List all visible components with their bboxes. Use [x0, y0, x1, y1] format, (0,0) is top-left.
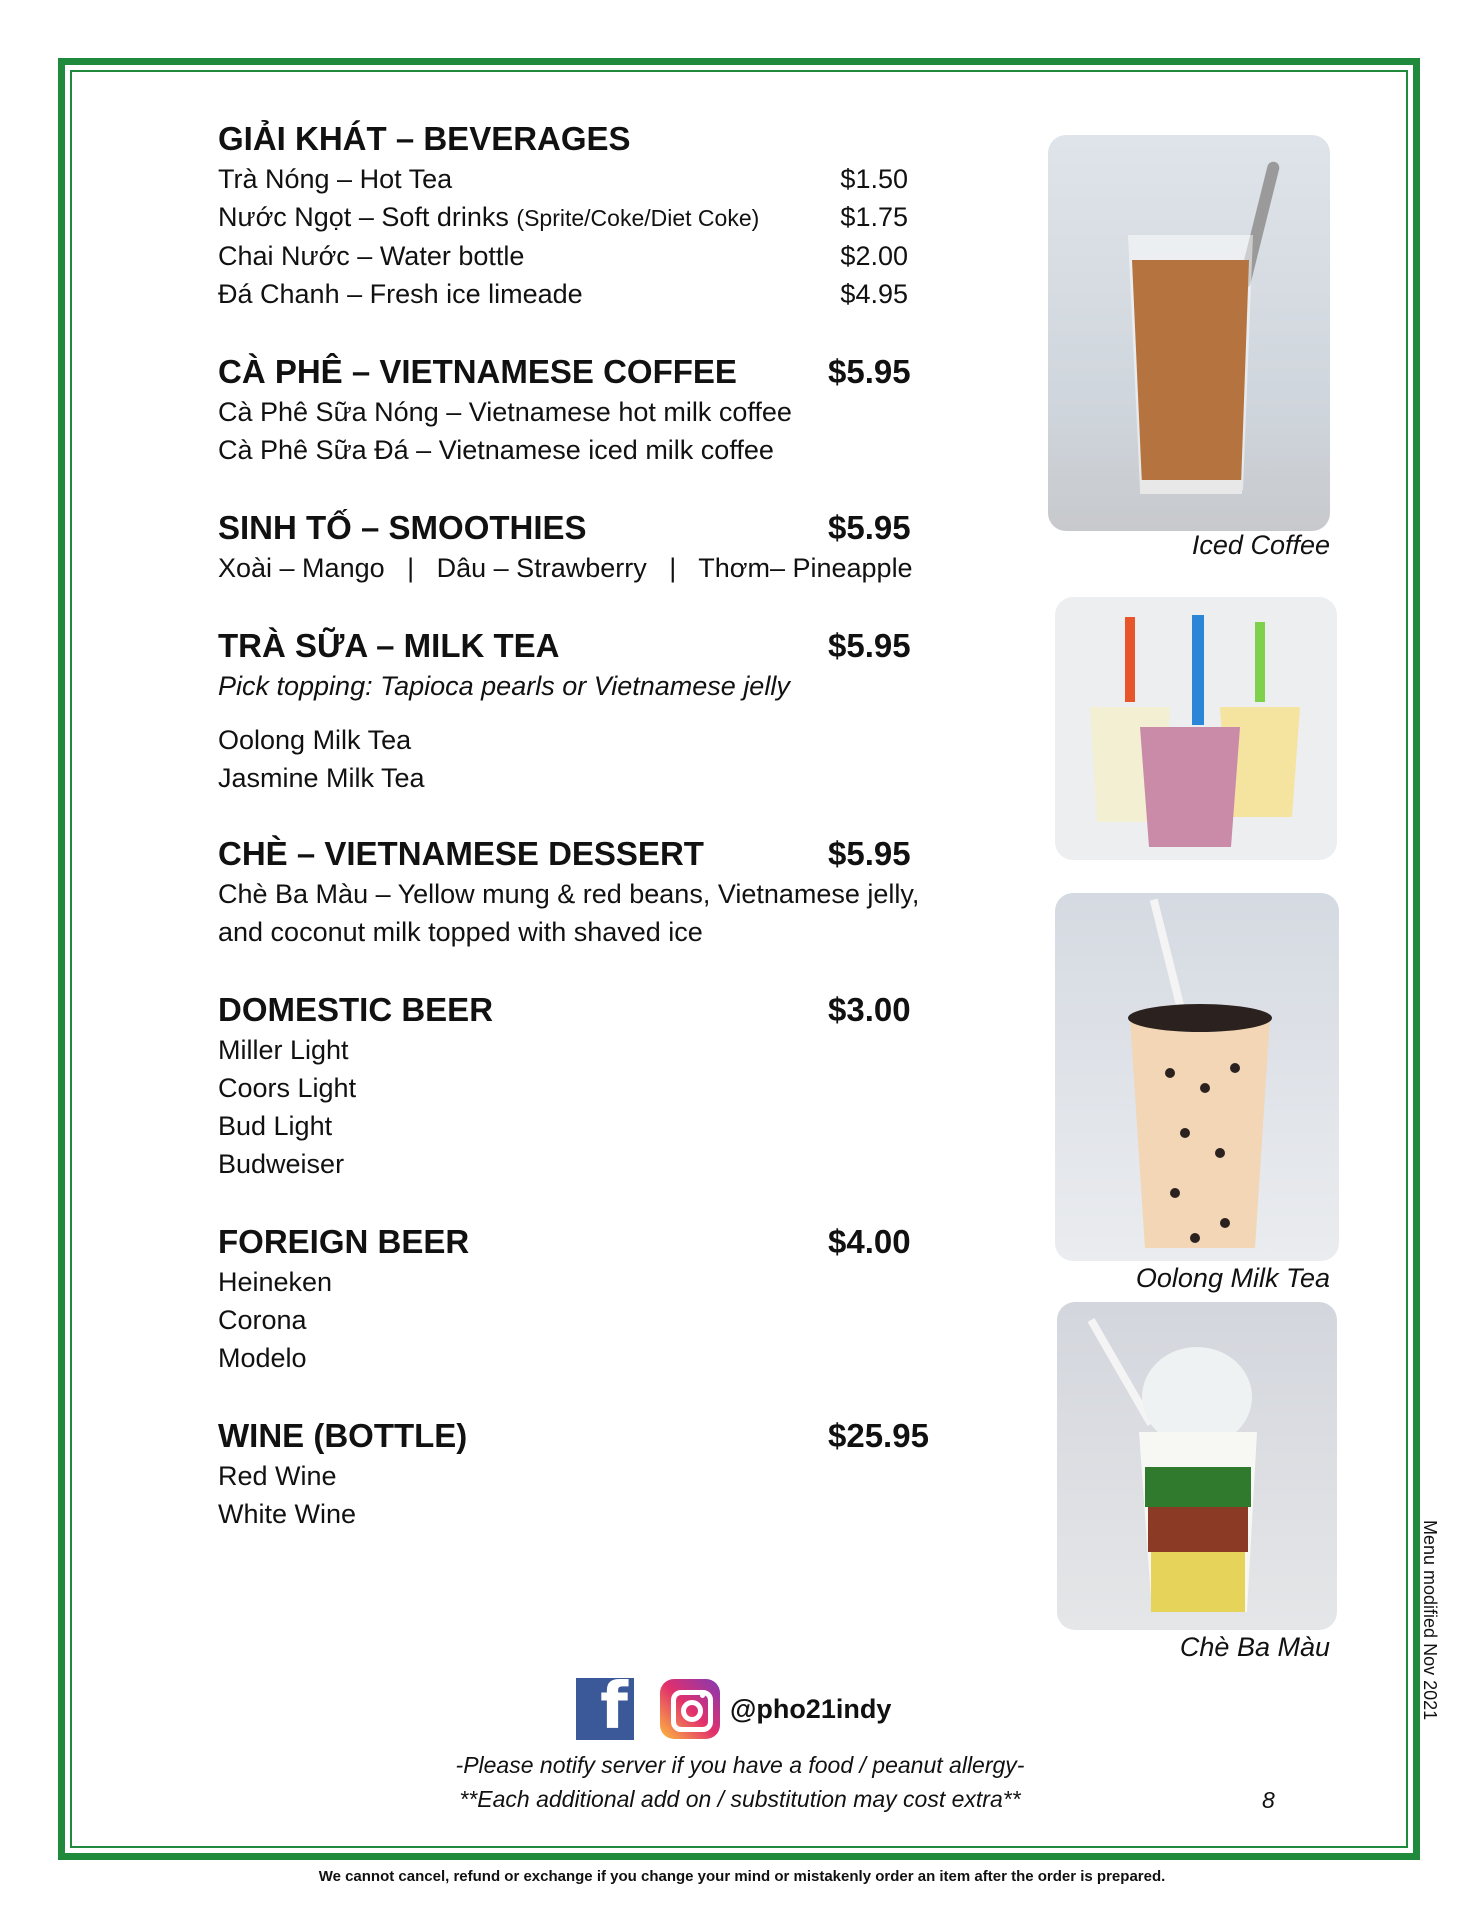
menu-item: Bud Light	[218, 1111, 333, 1141]
menu-item	[218, 198, 908, 237]
section-price: $4.00	[828, 1223, 911, 1260]
iced-coffee-photo	[1048, 135, 1330, 531]
photo-caption: Iced Coffee	[1191, 530, 1330, 560]
section-title-beverages	[218, 118, 938, 160]
section-milk-tea	[218, 625, 998, 797]
section-beverages	[218, 118, 998, 313]
menu-item: Heineken	[218, 1267, 333, 1297]
menu-item: Cà Phê Sữa Đá – Vietnamese iced milk coffee	[218, 435, 774, 465]
che-ba-mau-photo	[1057, 1302, 1337, 1630]
section-header	[218, 625, 938, 667]
menu-item: Miller Light	[218, 1035, 349, 1065]
smoothie-flavors: Xoài – Mango | Dâu – Strawberry | Thơm– Pineapple	[218, 553, 913, 583]
menu-item: Oolong Milk Tea	[218, 725, 412, 755]
section-title: FOREIGN BEER	[218, 1223, 470, 1260]
menu-item: Coors Light	[218, 1073, 357, 1103]
social-handle[interactable]: @pho21indy	[730, 1693, 892, 1724]
item-price: $1.50	[840, 164, 908, 194]
menu-item: Red Wine	[218, 1461, 337, 1491]
menu-item	[218, 237, 908, 275]
section-foreign-beer	[218, 1221, 998, 1377]
photo-caption: Oolong Milk Tea	[1135, 1263, 1330, 1293]
section-header	[218, 507, 938, 549]
section-dessert	[218, 833, 998, 951]
allergy-note: -Please notify server if you have a food / peanut allergy-	[455, 1752, 1025, 1778]
section-title: TRÀ SỮA – MILK TEA	[218, 627, 560, 664]
section-domestic-beer	[218, 989, 998, 1183]
item-name: Chai Nước – Water bottle	[218, 241, 525, 271]
section-price: $5.95	[828, 835, 911, 872]
section-coffee	[218, 351, 998, 469]
section-title: WINE (BOTTLE)	[218, 1417, 468, 1454]
section-header	[218, 1415, 938, 1457]
section-price: $5.95	[828, 353, 911, 390]
section-price: $5.95	[828, 509, 911, 546]
menu-item: Modelo	[218, 1343, 307, 1373]
section-title: CÀ PHÊ – VIETNAMESE COFFEE	[218, 353, 737, 390]
item-price: $4.95	[840, 279, 908, 309]
menu-item	[218, 160, 908, 198]
section-price: $3.00	[828, 991, 911, 1028]
section-price: $25.95	[828, 1417, 929, 1454]
section-header	[218, 1221, 938, 1263]
section-title: SINH TỐ – SMOOTHIES	[218, 509, 587, 546]
item-note: (Sprite/Coke/Diet Coke)	[516, 205, 760, 231]
section-title: CHÈ – VIETNAMESE DESSERT	[218, 835, 704, 872]
topping-note: Pick topping: Tapioca pearls or Vietnamese jelly	[218, 671, 790, 701]
menu-item: Cà Phê Sữa Nóng – Vietnamese hot milk coffee	[218, 397, 792, 427]
section-smoothies	[218, 507, 998, 587]
section-title: GIẢI KHÁT – BEVERAGES	[218, 120, 631, 157]
menu-item: Corona	[218, 1305, 307, 1335]
menu-item: Chè Ba Màu – Yellow mung & red beans, Vietnamese jelly,	[218, 879, 920, 909]
social-row	[576, 1670, 892, 1744]
section-header	[218, 833, 938, 875]
facebook-icon[interactable]: f	[576, 1678, 634, 1740]
section-wine	[218, 1415, 998, 1533]
menu-content	[218, 118, 998, 1533]
section-header	[218, 989, 938, 1031]
menu-item: and coconut milk topped with shaved ice	[218, 917, 703, 947]
item-name: Trà Nóng – Hot Tea	[218, 164, 453, 194]
section-header	[218, 351, 938, 393]
section-title: DOMESTIC BEER	[218, 991, 494, 1028]
modified-date: Menu modified Nov 2021	[1420, 1520, 1440, 1721]
milk-tea-photo	[1055, 893, 1339, 1261]
extra-cost-note: **Each additional add on / substitution may cost extra**	[459, 1786, 1021, 1812]
item-price: $1.75	[840, 202, 908, 232]
item-price: $2.00	[840, 241, 908, 271]
item-name: Đá Chanh – Fresh ice limeade	[218, 279, 583, 309]
item-name: Nước Ngọt – Soft drinks	[218, 202, 509, 232]
menu-item: Budweiser	[218, 1149, 345, 1179]
policy-note: We cannot cancel, refund or exchange if you change your mind or mistakenly order an item after the order is prepared.	[318, 1868, 1166, 1885]
menu-item: Jasmine Milk Tea	[218, 763, 425, 793]
photo-caption: Chè Ba Màu	[1179, 1632, 1330, 1662]
page-number: 8	[1262, 1787, 1275, 1813]
menu-item: White Wine	[218, 1499, 357, 1529]
menu-item	[218, 275, 908, 313]
smoothies-photo	[1055, 597, 1337, 860]
section-price: $5.95	[828, 627, 911, 664]
instagram-group	[660, 1679, 891, 1739]
instagram-icon[interactable]	[660, 1679, 720, 1739]
